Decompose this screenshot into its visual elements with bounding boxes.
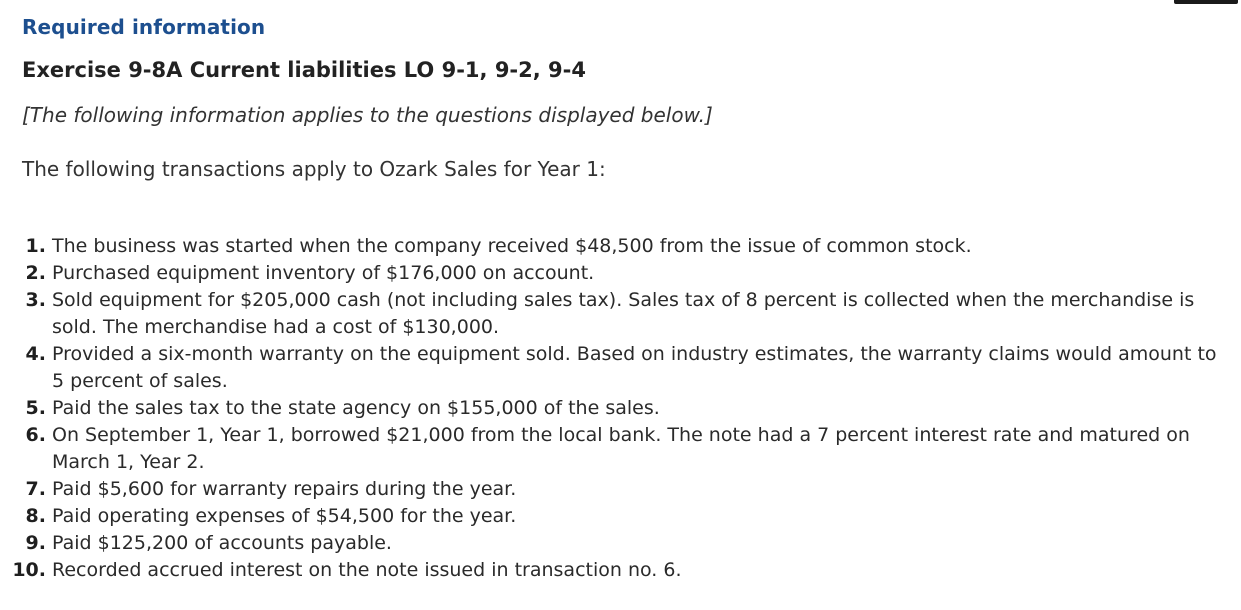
item-number: 7. (25, 478, 46, 500)
item-text: Paid the sales tax to the state agency on $155,000 of the sales. (52, 397, 660, 419)
list-item (0, 395, 1241, 422)
item-text: Purchased equipment inventory of $176,000 on account. (52, 262, 595, 284)
list-item (0, 287, 1241, 341)
item-number: 3. (25, 289, 46, 311)
item-number: 10. (12, 559, 46, 581)
item-text: Paid $125,200 of accounts payable. (52, 532, 392, 554)
applies-note: [The following information applies to the questions displayed below.] (22, 103, 713, 127)
item-number: 1. (25, 235, 46, 257)
list-item (0, 233, 1241, 260)
item-number: 6. (25, 424, 46, 446)
item-number: 5. (25, 397, 46, 419)
item-number: 2. (25, 262, 46, 284)
required-information-heading: Required information (22, 15, 266, 39)
item-number: 4. (25, 343, 46, 365)
transaction-list (0, 233, 1241, 584)
top-right-tab-bar (1174, 0, 1238, 4)
list-item (0, 530, 1241, 557)
exercise-title: Exercise 9-8A Current liabilities LO 9-1, 9-2, 9-4 (22, 58, 586, 82)
item-text: Sold equipment for $205,000 cash (not including sales tax). Sales tax of 8 percent is collected when the merchandise is sold. The merchandise had a cost of $130,000. (52, 289, 1195, 338)
item-text: Provided a six-month warranty on the equipment sold. Based on industry estimates, the warranty claims would amount to 5 percent of sales. (52, 343, 1217, 392)
list-item (0, 503, 1241, 530)
list-item (0, 260, 1241, 287)
item-text: The business was started when the company received $48,500 from the issue of common stock. (52, 235, 972, 257)
list-item (0, 557, 1241, 584)
item-text: Recorded accrued interest on the note issued in transaction no. 6. (52, 559, 682, 581)
item-text: Paid $5,600 for warranty repairs during the year. (52, 478, 517, 500)
list-item (0, 341, 1241, 395)
list-item (0, 476, 1241, 503)
item-number: 9. (25, 532, 46, 554)
list-item (0, 422, 1241, 476)
item-text: On September 1, Year 1, borrowed $21,000 from the local bank. The note had a 7 percent interest rate and matured on March 1, Year 2. (52, 424, 1190, 473)
item-number: 8. (25, 505, 46, 527)
item-text: Paid operating expenses of $54,500 for the year. (52, 505, 517, 527)
intro-text: The following transactions apply to Ozark Sales for Year 1: (22, 157, 606, 181)
